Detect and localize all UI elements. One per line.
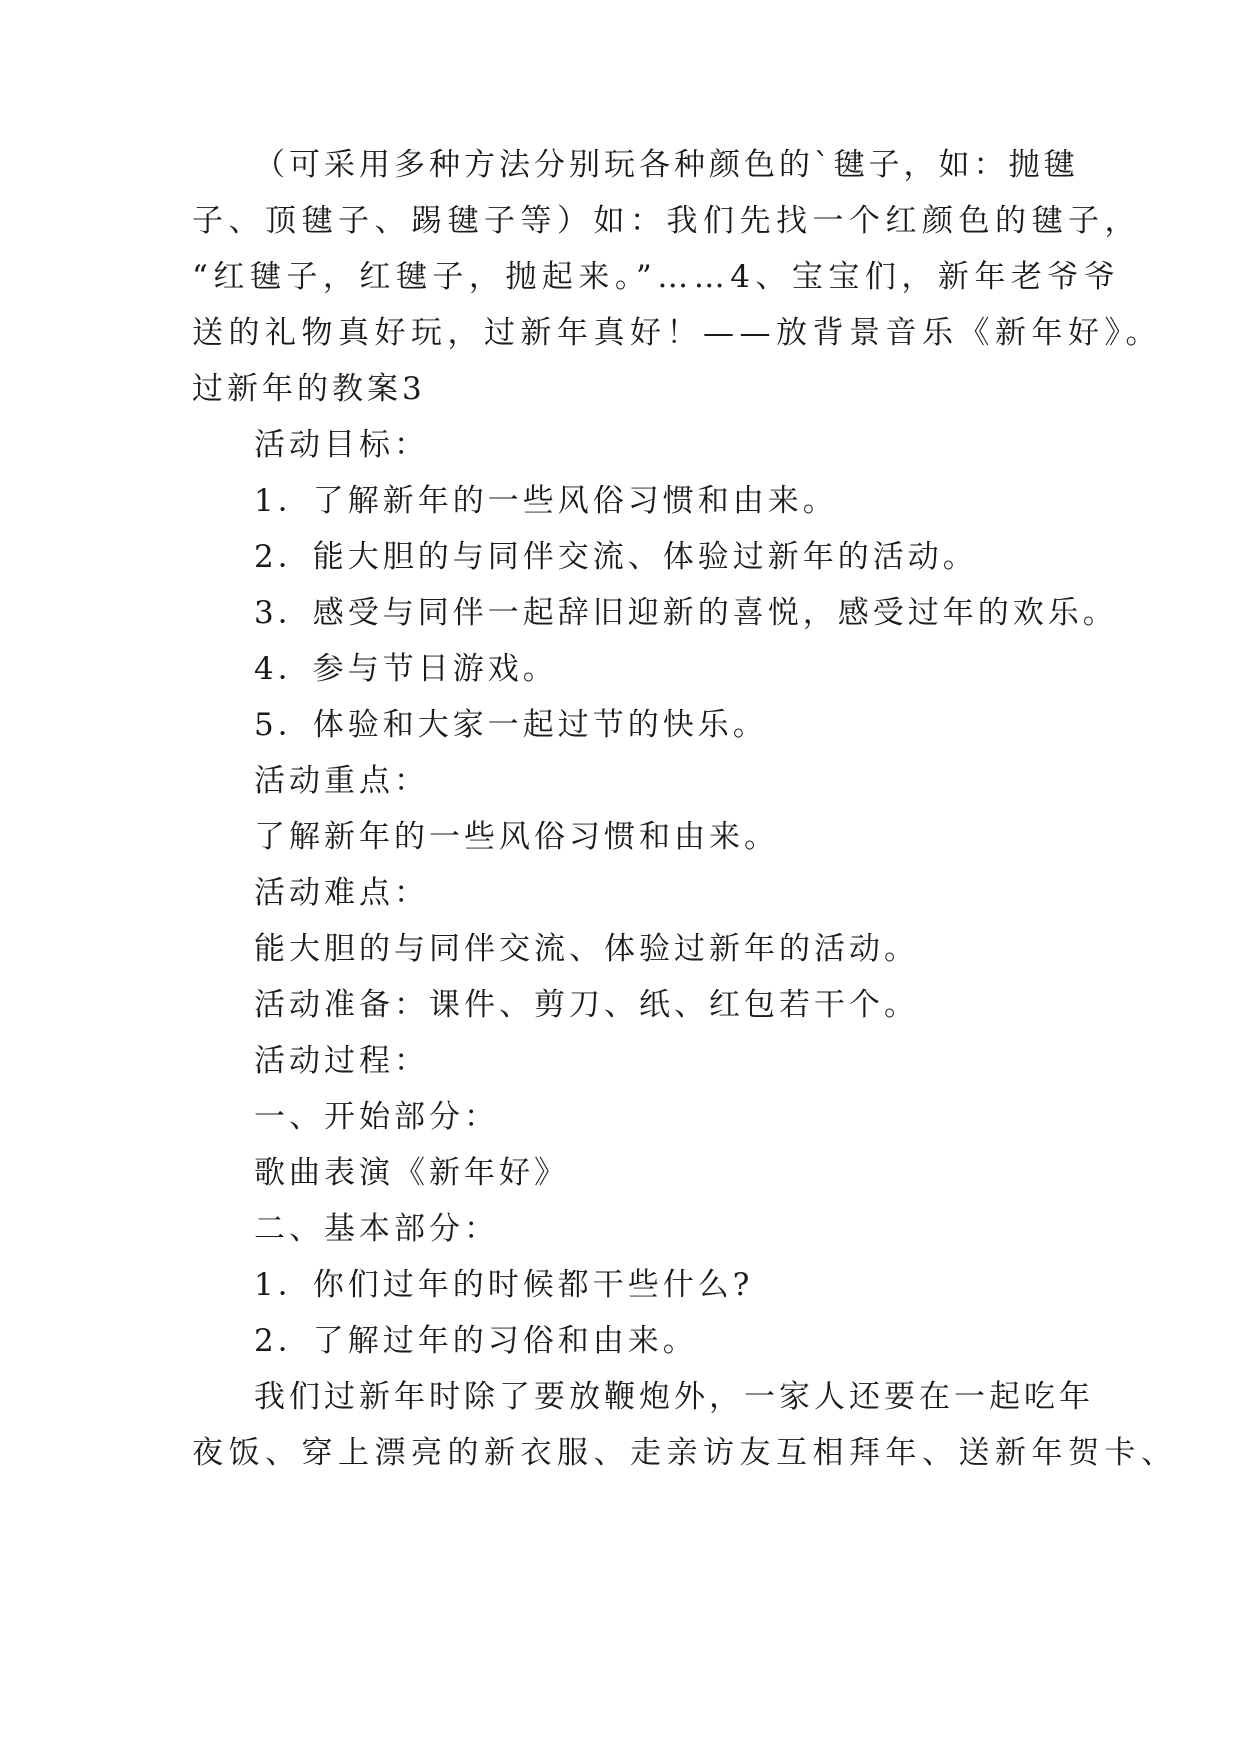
section-heading: 过新年的教案3 (192, 371, 426, 407)
text-line: 夜饭、穿上漂亮的新衣服、走亲访友互相拜年、送新年贺卡、 (192, 1435, 1178, 1471)
text-line: 二、基本部分： (254, 1211, 499, 1247)
list-item: 1．你们过年的时候都干些什么? (254, 1267, 754, 1303)
text-line: 子、顶毽子、踢毽子等）如：我们先找一个红颜色的毽子， (192, 203, 1141, 239)
text-line: 一、开始部分： (254, 1099, 499, 1135)
list-item: 3．感受与同伴一起辞旧迎新的喜悦，感受过年的欢乐。 (254, 595, 1118, 631)
text-line: 我们过新年时除了要放鞭炮外，一家人还要在一起吃年 (254, 1379, 1094, 1415)
text-line: 活动目标： (254, 427, 429, 463)
text-line: 能大胆的与同伴交流、体验过新年的活动。 (254, 931, 919, 967)
text-line: 活动过程： (254, 1043, 429, 1079)
text-line: 歌曲表演《新年好》 (254, 1155, 569, 1191)
text-line: 活动重点： (254, 763, 429, 799)
list-item: 2．了解过年的习俗和由来。 (254, 1323, 698, 1359)
text-line: 了解新年的一些风俗习惯和由来。 (254, 819, 779, 855)
text-line: （可采用多种方法分别玩各种颜色的`毽子，如：抛毽 (254, 147, 1079, 183)
list-item: 2．能大胆的与同伴交流、体验过新年的活动。 (254, 539, 978, 575)
text-line: 送的礼物真好玩，过新年真好！——放背景音乐《新年好》。 (192, 315, 1162, 351)
text-line: 活动难点： (254, 875, 429, 911)
list-item: 1．了解新年的一些风俗习惯和由来。 (254, 483, 838, 519)
text-line: “红毽子，红毽子，抛起来。”……4、宝宝们，新年老爷爷 (192, 259, 1121, 295)
list-item: 4．参与节日游戏。 (254, 651, 558, 687)
list-item: 5．体验和大家一起过节的快乐。 (254, 707, 768, 743)
text-line: 活动准备：课件、剪刀、纸、红包若干个。 (254, 987, 919, 1023)
